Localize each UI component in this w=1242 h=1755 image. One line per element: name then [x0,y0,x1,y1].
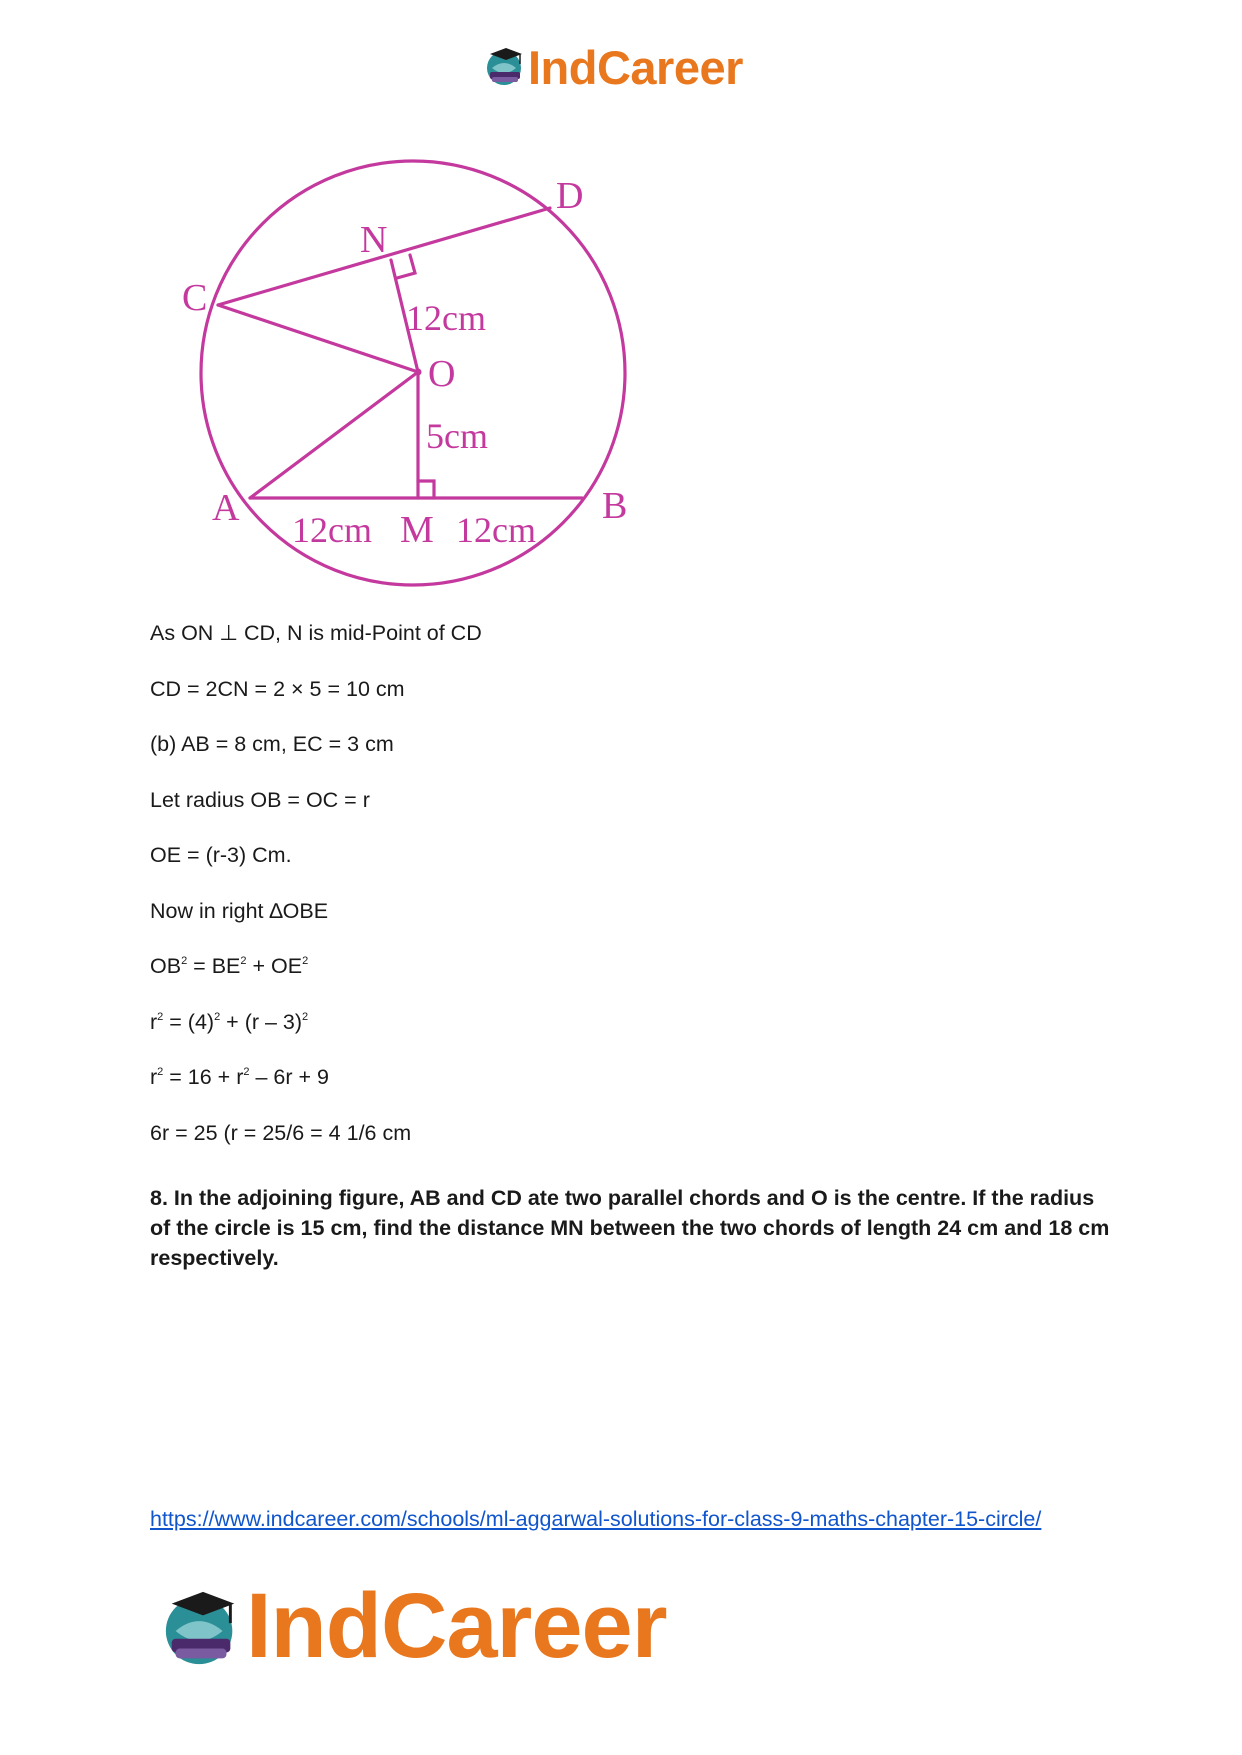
label-d: D [556,175,584,217]
header-logo-text: IndCareer [528,41,743,94]
solution-line-3: (b) AB = 8 cm, EC = 3 cm [150,732,394,756]
circle-diagram [170,150,640,590]
solution-line-2: CD = 2CN = 2 × 5 = 10 cm [150,676,405,701]
label-c: C [182,277,208,319]
solution-lines [150,620,1110,1175]
solution-line-10: 6r = 25 (r = 25/6 = 4 1/6 cm [150,1120,412,1145]
label-o: O [428,353,456,395]
segment-oc [218,305,418,372]
footer-logo [160,1575,720,1678]
header-logo [484,38,774,98]
label-om-length: 5cm [426,416,488,456]
question-8: 8. In the adjoining figure, AB and CD ate two parallel chords and O is the centre. If the radius of the circle is 15 cm, find the distance MN between the two chords of length 24 cm and 18 cm respectively. [150,1186,1110,1270]
label-a: A [212,487,240,529]
label-on-length: 12cm [406,298,486,338]
right-angle-m [418,481,434,498]
label-mb-length: 12cm [456,510,536,550]
center-dot-o [415,369,422,376]
circle-chords-figure [170,150,640,595]
label-am-length: 12cm [292,510,372,550]
solution-line-6: Now in right ∆OBE [150,898,329,923]
solution-line-5: OE = (r-3) Cm. [150,843,292,867]
solution-line-4: Let radius OB = OC = r [150,787,370,812]
source-url-link[interactable]: https://www.indcareer.com/schools/ml-aggarwal-solutions-for-class-9-maths-chapter-15-circle/ [150,1507,1042,1531]
graduation-globe-icon [484,44,528,90]
right-angle-n [397,255,415,278]
label-n: N [360,219,388,261]
segment-oa [250,372,418,498]
label-m: M [400,509,434,551]
footer-logo-text: IndCareer [246,1575,667,1677]
solution-line-8: $r^2 = (4)^2 + (r - 3)^2$ [150,1009,309,1034]
solution-line-9: $r^2 = 16 + r^2 - 6r + 9$ [150,1065,329,1089]
solution-line-1: As ON ⊥ CD, N is mid-Point of CD [150,621,482,645]
solution-line-7: $OB^2 = BE^2 + OE^2$ [150,954,309,978]
label-b: B [602,485,628,527]
graduation-globe-icon [160,1584,246,1674]
